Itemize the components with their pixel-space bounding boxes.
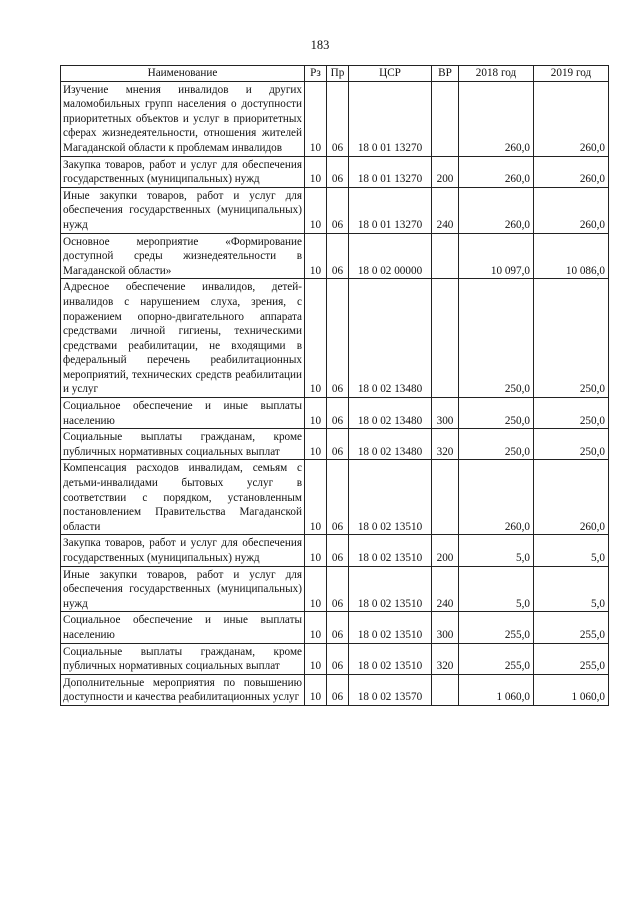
row-rz: 10 [305,612,327,643]
row-vr: 200 [432,156,459,187]
row-2019: 250,0 [534,429,609,460]
row-csr: 18 0 02 13510 [349,460,432,535]
row-csr: 18 0 02 13570 [349,674,432,705]
row-pr: 06 [327,643,349,674]
row-2018: 255,0 [459,643,534,674]
row-pr: 06 [327,187,349,233]
row-vr [432,233,459,279]
row-name: Социальные выплаты гражданам, кроме публичных нормативных социальных выплат [61,429,305,460]
page-number: 183 [310,38,330,52]
row-vr: 320 [432,429,459,460]
table-row [61,460,609,535]
row-rz: 10 [305,674,327,705]
row-rz: 10 [305,566,327,612]
header-csr: ЦСР [349,66,432,82]
row-csr: 18 0 02 13510 [349,535,432,566]
row-rz: 10 [305,279,327,398]
row-pr: 06 [327,612,349,643]
header-rz: Рз [305,66,327,82]
table-row [61,81,609,156]
row-pr: 06 [327,429,349,460]
row-csr: 18 0 02 13510 [349,612,432,643]
row-2019: 260,0 [534,156,609,187]
row-vr [432,81,459,156]
row-pr: 06 [327,460,349,535]
row-2018: 260,0 [459,187,534,233]
row-pr: 06 [327,156,349,187]
table-row [61,535,609,566]
row-rz: 10 [305,398,327,429]
row-2019: 255,0 [534,643,609,674]
row-rz: 10 [305,187,327,233]
row-csr: 18 0 02 13480 [349,279,432,398]
row-2018: 260,0 [459,156,534,187]
row-name: Закупка товаров, работ и услуг для обеспечения государственных (муниципальных) нужд [61,535,305,566]
row-2019: 255,0 [534,612,609,643]
row-name: Изучение мнения инвалидов и других маломобильных групп населения о доступности приоритетных объектов и услуг в приоритетных сферах жизнедеятельности, отношения жителей Магаданской области к проблемам инвалидов [61,81,305,156]
row-vr [432,460,459,535]
row-csr: 18 0 02 13510 [349,566,432,612]
row-2019: 10 086,0 [534,233,609,279]
row-pr: 06 [327,566,349,612]
row-2019: 1 060,0 [534,674,609,705]
table-row [61,566,609,612]
table-row [61,674,609,705]
table-header-row [61,66,609,82]
row-name: Адресное обеспечение инвалидов, детей-инвалидов с нарушением слуха, зрения, с поражением опорно-двигательного аппарата средствами личной гигиены, техническими средствами реабилитации, не входящими в федеральный перечень реабилитационных мероприятий, технических средств реабилитации и услуг [61,279,305,398]
row-name: Компенсация расходов инвалидам, семьям с детьми-инвалидами бытовых услуг в соответствии с порядком, установленным постановлением Правительства Магаданской области [61,460,305,535]
row-csr: 18 0 01 13270 [349,187,432,233]
row-2018: 260,0 [459,81,534,156]
row-rz: 10 [305,81,327,156]
row-name: Иные закупки товаров, работ и услуг для обеспечения государственных (муниципальных) нужд [61,566,305,612]
header-2019: 2019 год [534,66,609,82]
row-pr: 06 [327,535,349,566]
row-2019: 260,0 [534,187,609,233]
row-vr: 300 [432,398,459,429]
row-2018: 10 097,0 [459,233,534,279]
table-row [61,233,609,279]
header-2018: 2018 год [459,66,534,82]
row-name: Социальные выплаты гражданам, кроме публичных нормативных социальных выплат [61,643,305,674]
row-vr: 300 [432,612,459,643]
table-row [61,643,609,674]
row-name: Социальное обеспечение и иные выплаты населению [61,612,305,643]
row-vr: 320 [432,643,459,674]
row-csr: 18 0 02 00000 [349,233,432,279]
table-row [61,398,609,429]
row-csr: 18 0 02 13510 [349,643,432,674]
row-name: Дополнительные мероприятия по повышению доступности и качества реабилитационных услуг [61,674,305,705]
row-name: Основное мероприятие «Формирование доступной среды жизнедеятельности в Магаданской области» [61,233,305,279]
row-pr: 06 [327,81,349,156]
row-vr: 240 [432,187,459,233]
table-row [61,429,609,460]
row-2018: 260,0 [459,460,534,535]
row-name: Иные закупки товаров, работ и услуг для обеспечения государственных (муниципальных) нужд [61,187,305,233]
row-2018: 5,0 [459,535,534,566]
row-csr: 18 0 01 13270 [349,156,432,187]
row-rz: 10 [305,643,327,674]
row-vr [432,674,459,705]
header-name: Наименование [61,66,305,82]
row-rz: 10 [305,535,327,566]
row-pr: 06 [327,674,349,705]
row-vr: 200 [432,535,459,566]
row-pr: 06 [327,279,349,398]
row-csr: 18 0 02 13480 [349,429,432,460]
row-vr: 240 [432,566,459,612]
table-row [61,612,609,643]
row-2019: 260,0 [534,460,609,535]
row-vr [432,279,459,398]
row-name: Социальное обеспечение и иные выплаты населению [61,398,305,429]
row-2019: 5,0 [534,535,609,566]
row-pr: 06 [327,233,349,279]
row-2019: 260,0 [534,81,609,156]
row-2018: 250,0 [459,429,534,460]
row-2018: 250,0 [459,398,534,429]
table-row [61,156,609,187]
row-name: Закупка товаров, работ и услуг для обеспечения государственных (муниципальных) нужд [61,156,305,187]
row-csr: 18 0 01 13270 [349,81,432,156]
row-rz: 10 [305,429,327,460]
table-row [61,279,609,398]
row-pr: 06 [327,398,349,429]
row-rz: 10 [305,233,327,279]
row-2018: 255,0 [459,612,534,643]
row-2018: 5,0 [459,566,534,612]
row-2019: 250,0 [534,398,609,429]
row-rz: 10 [305,460,327,535]
row-2019: 5,0 [534,566,609,612]
table-row [61,187,609,233]
row-2019: 250,0 [534,279,609,398]
header-vr: ВР [432,66,459,82]
row-rz: 10 [305,156,327,187]
budget-table [60,65,609,706]
row-csr: 18 0 02 13480 [349,398,432,429]
row-2018: 250,0 [459,279,534,398]
row-2018: 1 060,0 [459,674,534,705]
header-pr: Пр [327,66,349,82]
